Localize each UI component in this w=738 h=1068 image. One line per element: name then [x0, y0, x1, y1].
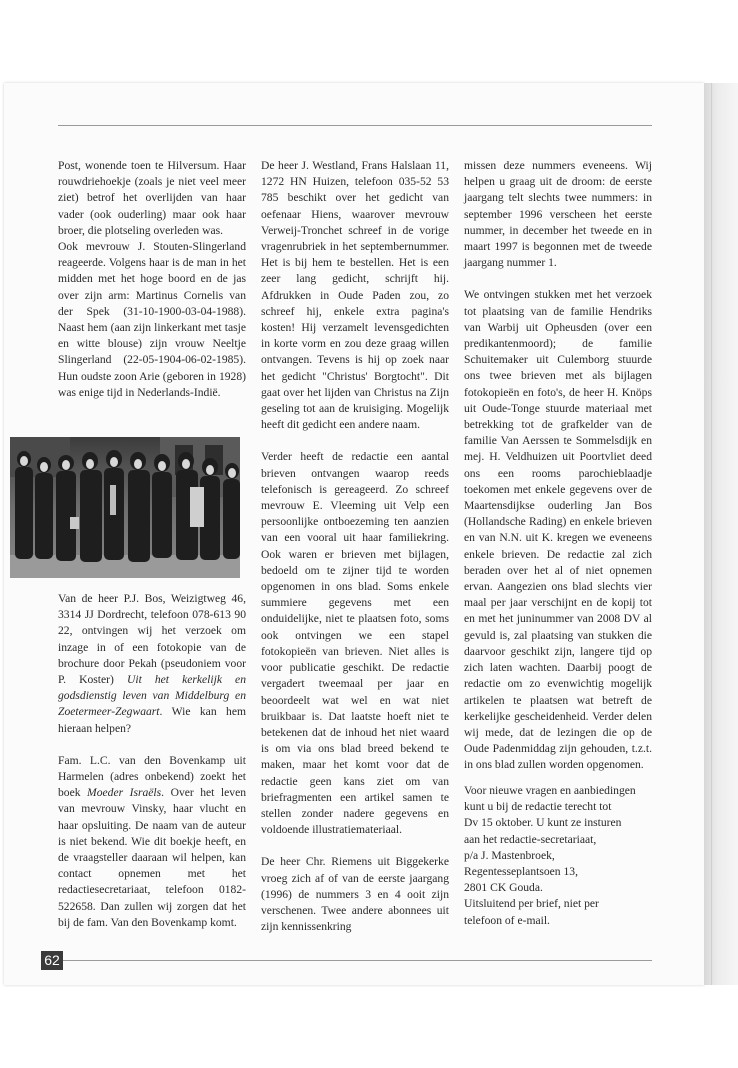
column-1-lower [58, 591, 246, 947]
next-page-edge [704, 83, 738, 985]
address-line: telefoon of e-mail. [464, 913, 550, 927]
address-line: 2801 CK Gouda. [464, 881, 543, 895]
col1-paragraph-3-text: Van de heer P.J. Bos, Weizigtweg 46, 3314 JJ Dordrecht, telefoon 078-613 90 22, ontvingen wij het verzoek om inzage in of een fotokopie van de brochure door Pekah (pseudoniem voor P. Koster) [58, 592, 246, 687]
address-line: Uitsluitend per brief, niet per [464, 897, 599, 911]
column-3 [464, 158, 652, 790]
col3-paragraph-2: We ontvingen stukken met het verzoek tot plaatsing van de familie Hendriks van Warbij uit Opheusden (over een predikantenmoord); de familie Schuitemaker uit Culemborg stuurde ons twee brieven met als bijlagen fotokopieën en foto's, de heer H. Knöps uit Oude-Tonge stuurde materiaal met betrekking tot de grafkelder van de familie Van Aerssen te Sommelsdijk en mej. H. Veldhuizen uit Poortvliet deed ons een rooms parochieblaadje toekomen met enkele gegevens over de Maartensdijkse ouderling Jan Bos (Hollandsche Rading) en enkele brieven en van N.N. uit K. kregen we eveneens enkele brieven. De redactie zal zich beraden over het al of niet opnemen ervan. Aangezien ons blad slechts vier maal per jaar verschijnt en de kopij tot en met het juninummer van 2008 DV al gevuld is, zal plaatsing van stukken die daarvoor geschikt zijn, langere tijd op zich laten wachten. Daarbij poogt de redactie om zo evenwichtig mogelijk artikelen te plaatsen wat betreft de kerkelijke gescheidenheid. Verder delen wij mede, dat de lezingen die op de Oude Padenmiddag zijn gehouden, t.z.t. in ons blad zullen worden opgenomen. [464, 288, 652, 772]
address-line: kunt u bij de redactie terecht tot [464, 800, 612, 814]
address-line: Dv 15 oktober. U kunt ze insturen [464, 816, 622, 830]
address-line: aan het redactie-secretariaat, [464, 832, 597, 846]
col2-paragraph-3: De heer Chr. Riemens uit Biggekerke vroeg zich af of van de eerste jaargang (1996) de nummers 3 en 4 ooit zijn verschenen. Twee andere abonnees uit zijn kennissenkring [261, 855, 449, 934]
page-gutter-line [711, 83, 712, 985]
col2-paragraph-2: Verder heeft de redactie een aantal brieven ontvangen waarop reeds telefonisch is gereageerd. Zo schreef mevrouw E. Vleeming uit Velp een persoonlijke ontboezeming ten aanzien van een vooral uit haar familiekring. Ook waren er brieven met bijlagen, bedoeld om te zijner tijd te worden opgenomen in ons blad. Soms enkele summiere gegevens met een onduidelijke, niet te plaatsen foto, soms ook ontvingen we een stapel fotokopieën van brieven. Niet alles is voor publicatie geschikt. De redactie vergadert tweemaal per jaar en beoordeelt wat wel en wat niet bruikbaar is. Dat laatste hoeft niet te betekenen dat de inhoud het niet waard is om via ons blad breed bekend te maken, maar het komt voor dat de redactie geen kans ziet om van briefragmenten een artikel samen te stellen zonder nadere gegevens en voldoende illustratiemateriaal. [261, 450, 449, 837]
address-line: Regentesseplantsoen 13, [464, 865, 578, 879]
contact-address-block [464, 783, 652, 929]
col1-paragraph-4-end: . Over het leven van mevrouw Vinsky, haar vlucht en haar opsluiting. De naam van de auteur is niet bekend. Wie dit boekje heeft, en de vraagsteller daaraan wil helpen, kan contact opnemen met het redactiesecretariaat, telefoon 0182-522658. Dan zullen wij zorgen dat het bij de fam. Van den Bovenkamp komt. [58, 786, 247, 929]
address-line: Voor nieuwe vragen en aanbiedingen [464, 784, 636, 797]
col1-paragraph-2: Ook mevrouw J. Stouten-Slingerland reageerde. Volgens haar is de man in het midden met het hoge boord en de jas over zijn arm: Martinus Cornelis van der Spek (31-10-1900-03-04-1988). Naast hem (aan zijn linkerkant met tasje en witte blouse) zijn vrouw Neeltje Slingerland (22-05-1904-06-02-1985). Hun oudste zoon Arie (geboren in 1928) was enige tijd in Nederlands-Indië. [58, 240, 246, 399]
col1-paragraph-4 [58, 753, 246, 931]
address-line: p/a J. Mastenbroek, [464, 848, 555, 862]
col1-paragraph-4-text: Fam. L.C. van den Bovenkamp uit Harmelen (adres onbekend) zoekt het boek [58, 753, 246, 800]
col2-paragraph-1: De heer J. Westland, Frans Halslaan 11, 1272 HN Huizen, telefoon 035-52 53 785 beschikt over het gedicht van oefenaar Hiens, waarover mevrouw Verweij-Tronchet schreef in de vorige vragenrubriek in het septembernummer. Het is bij hem te bestellen. Het is een zeer lang gedicht, schrijft hij. Afdrukken in Oude Paden zou, zo schreef hij, enkele extra pagina's kosten! Hij verzamelt levensgedichten in korte vorm en zou deze graag willen ontvangen. Tevens is hij op zoek naar het gedicht "Christus' Borgtocht". Dit gaat over het lijden van Christus na Zijn geseling tot aan de kruisiging. Mogelijk heeft dit gedicht een andere naam. [261, 159, 449, 432]
col1-paragraph-1: Post, wonende toen te Hilversum. Haar rouwdriehoekje (zoals je niet veel meer ziet) betrof het overlijden van haar vader (ook ouderling) maar ook haar broer, die plotseling overleden was. [58, 159, 246, 237]
column-2 [261, 158, 449, 951]
page-number: 62 [41, 951, 63, 970]
brochure-title: Uit het kerkelijk en godsdienstig leven van Middelburg en Zoetermeer-Zegwaart [58, 673, 246, 719]
col1-paragraph-3 [58, 591, 246, 737]
book-title: Moeder Israëls [87, 786, 162, 800]
col3-paragraph-1: missen deze nummers eveneens. Wij helpen u graag uit de droom: de eerste jaargang telt slechts twee nummers: in september 1996 verscheen het eerste nummer, in december het tweede en in maart 1997 is begonnen met de tweede jaargang nummer 1. [464, 159, 652, 270]
column-1 [58, 158, 246, 417]
footer-rule [62, 960, 652, 961]
col1-paragraph-3-end: . Wie kan hem hieraan helpen? [58, 705, 246, 735]
historical-group-photo [10, 437, 240, 578]
header-rule [58, 125, 652, 126]
